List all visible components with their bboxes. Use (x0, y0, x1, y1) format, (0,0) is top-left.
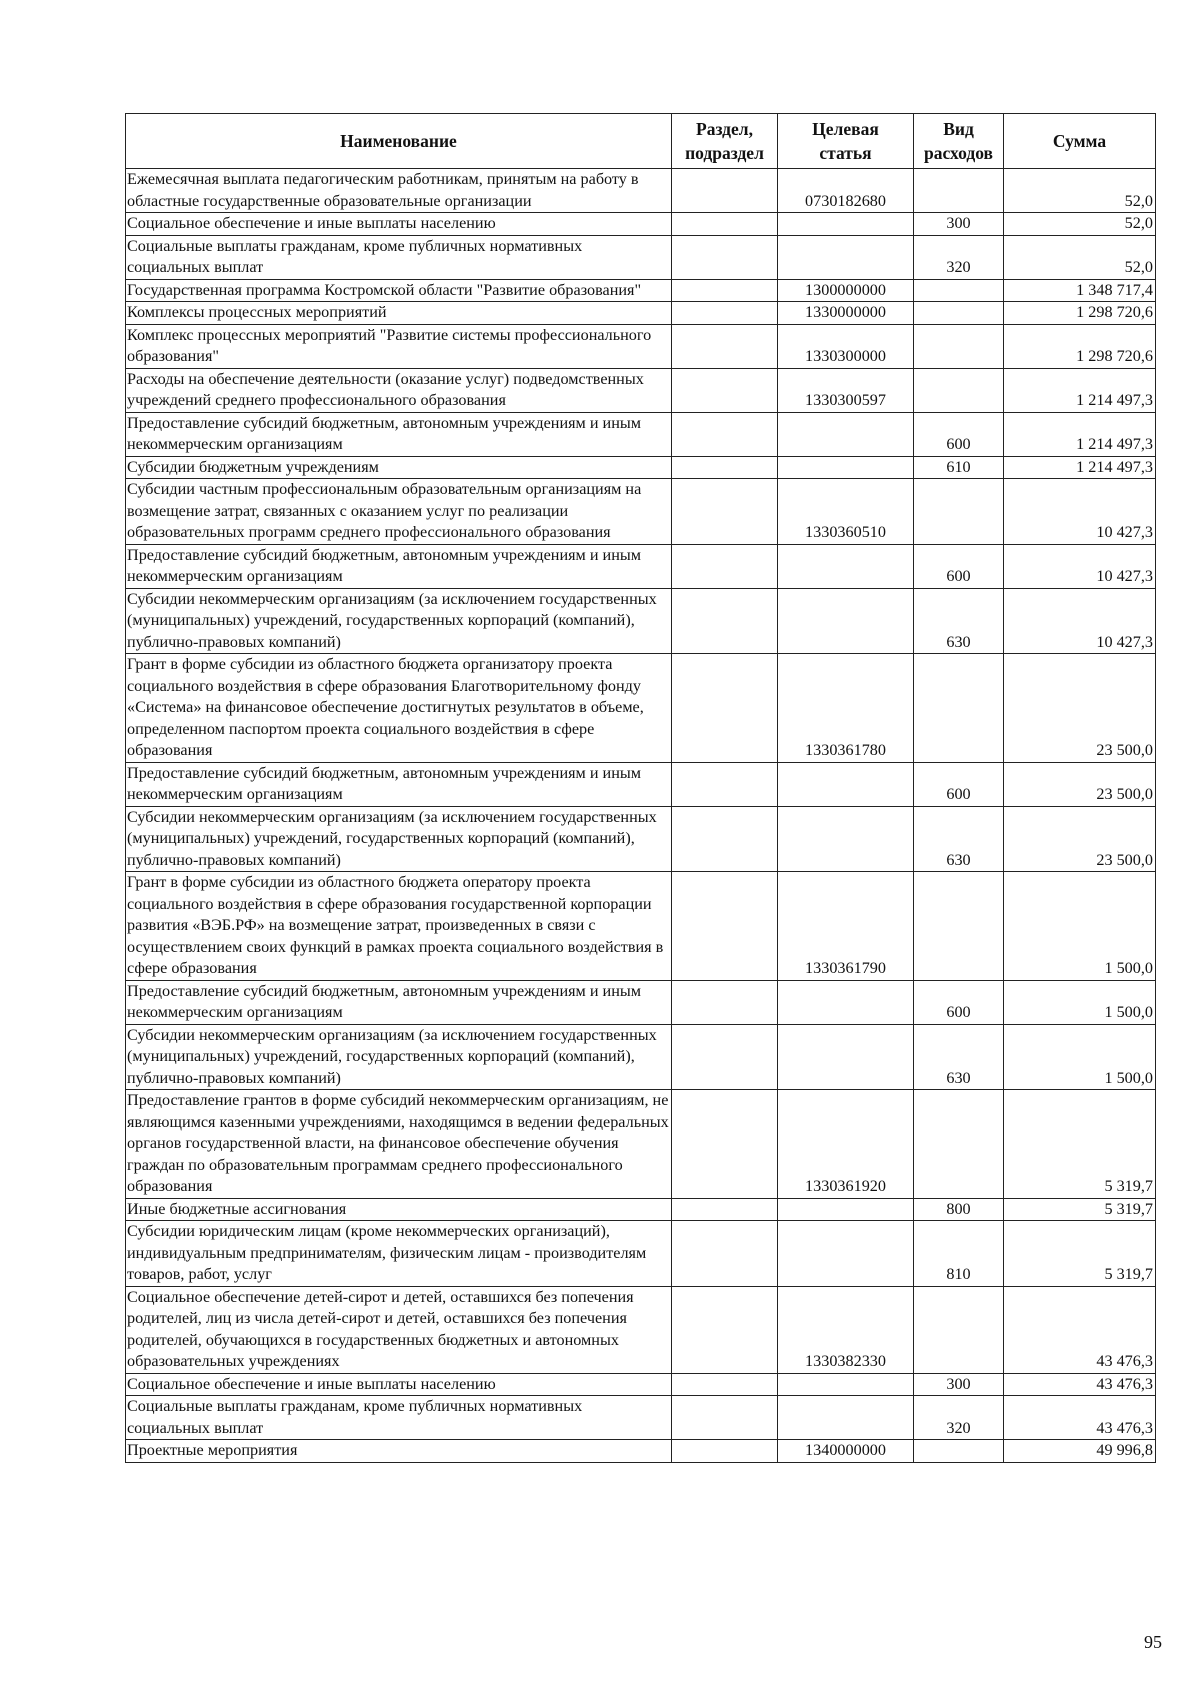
header-name: Наименование (126, 114, 672, 169)
cell-name: Социальное обеспечение и иные выплаты населению (126, 213, 672, 236)
cell-section (672, 1286, 778, 1373)
table-row (126, 368, 1156, 412)
cell-kind: 630 (914, 1024, 1004, 1090)
cell-sum: 43 476,3 (1004, 1373, 1156, 1396)
cell-target: 1330000000 (778, 302, 914, 325)
cell-kind: 320 (914, 235, 1004, 279)
table-header (126, 114, 1156, 169)
header-section: Раздел, подраздел (672, 114, 778, 169)
cell-sum: 5 319,7 (1004, 1090, 1156, 1199)
cell-section (672, 1396, 778, 1440)
cell-sum: 49 996,8 (1004, 1440, 1156, 1463)
table-row (126, 412, 1156, 456)
cell-name: Грант в форме субсидии из областного бюджета оператору проекта социального воздействия в сфере образования государственной корпорации развития «ВЭБ.РФ» на возмещение затрат, произведенных в связи с осуществлением своих функций в рамках проекта социального воздействия в сфере образования (126, 872, 672, 981)
cell-target (778, 1198, 914, 1221)
cell-kind (914, 368, 1004, 412)
cell-sum: 1 298 720,6 (1004, 302, 1156, 325)
cell-section (672, 412, 778, 456)
cell-name: Иные бюджетные ассигнования (126, 1198, 672, 1221)
cell-section (672, 302, 778, 325)
cell-section (672, 213, 778, 236)
cell-sum: 10 427,3 (1004, 544, 1156, 588)
cell-section (672, 368, 778, 412)
cell-name: Комплекс процессных мероприятий "Развитие системы профессионального образования" (126, 324, 672, 368)
cell-name: Предоставление субсидий бюджетным, автономным учреждениям и иным некоммерческим организациям (126, 762, 672, 806)
cell-sum: 1 214 497,3 (1004, 412, 1156, 456)
cell-kind: 800 (914, 1198, 1004, 1221)
cell-name: Субсидии некоммерческим организациям (за исключением государственных (муниципальных) учреждений, государственных корпораций (компаний), публично-правовых компаний) (126, 806, 672, 872)
cell-kind (914, 169, 1004, 213)
header-sum: Сумма (1004, 114, 1156, 169)
table-row (126, 324, 1156, 368)
cell-kind (914, 302, 1004, 325)
cell-sum: 1 298 720,6 (1004, 324, 1156, 368)
cell-section (672, 1440, 778, 1463)
cell-kind: 630 (914, 588, 1004, 654)
cell-section (672, 324, 778, 368)
cell-kind (914, 1440, 1004, 1463)
cell-name: Государственная программа Костромской области "Развитие образования" (126, 279, 672, 302)
cell-name: Субсидии юридическим лицам (кроме некоммерческих организаций), индивидуальным предпринимателям, физическим лицам - производителям товаров, работ, услуг (126, 1221, 672, 1287)
cell-name: Проектные мероприятия (126, 1440, 672, 1463)
cell-section (672, 806, 778, 872)
page-number: 95 (1144, 1632, 1162, 1652)
table-row (126, 1440, 1156, 1463)
cell-target (778, 235, 914, 279)
cell-target: 1330382330 (778, 1286, 914, 1373)
cell-name: Субсидии некоммерческим организациям (за исключением государственных (муниципальных) учреждений, государственных корпораций (компаний), публично-правовых компаний) (126, 588, 672, 654)
cell-sum: 52,0 (1004, 213, 1156, 236)
table-row (126, 302, 1156, 325)
cell-sum: 52,0 (1004, 169, 1156, 213)
cell-kind (914, 279, 1004, 302)
cell-section (672, 1024, 778, 1090)
cell-name: Субсидии некоммерческим организациям (за исключением государственных (муниципальных) учреждений, государственных корпораций (компаний), публично-правовых компаний) (126, 1024, 672, 1090)
cell-target (778, 1396, 914, 1440)
cell-name: Ежемесячная выплата педагогическим работникам, принятым на работу в областные государственные образовательные организации (126, 169, 672, 213)
cell-sum: 43 476,3 (1004, 1396, 1156, 1440)
cell-kind: 630 (914, 806, 1004, 872)
cell-target: 0730182680 (778, 169, 914, 213)
table-row (126, 479, 1156, 545)
cell-kind: 600 (914, 412, 1004, 456)
cell-target: 1330361780 (778, 654, 914, 763)
cell-section (672, 872, 778, 981)
cell-sum: 43 476,3 (1004, 1286, 1156, 1373)
cell-target: 1330361790 (778, 872, 914, 981)
table-row (126, 169, 1156, 213)
cell-target (778, 456, 914, 479)
cell-kind: 300 (914, 213, 1004, 236)
cell-target (778, 544, 914, 588)
cell-sum: 10 427,3 (1004, 479, 1156, 545)
cell-section (672, 1221, 778, 1287)
cell-name: Предоставление субсидий бюджетным, автономным учреждениям и иным некоммерческим организациям (126, 980, 672, 1024)
cell-section (672, 169, 778, 213)
cell-section (672, 980, 778, 1024)
cell-section (672, 762, 778, 806)
table-row (126, 980, 1156, 1024)
cell-target: 1300000000 (778, 279, 914, 302)
cell-sum: 23 500,0 (1004, 806, 1156, 872)
table-row (126, 1090, 1156, 1199)
cell-target: 1330361920 (778, 1090, 914, 1199)
table-row (126, 1286, 1156, 1373)
cell-target (778, 1373, 914, 1396)
table-row (126, 279, 1156, 302)
cell-kind: 600 (914, 980, 1004, 1024)
table-row (126, 1373, 1156, 1396)
cell-name: Социальные выплаты гражданам, кроме публичных нормативных социальных выплат (126, 235, 672, 279)
cell-sum: 1 214 497,3 (1004, 456, 1156, 479)
cell-sum: 1 500,0 (1004, 872, 1156, 981)
cell-sum: 1 348 717,4 (1004, 279, 1156, 302)
cell-sum: 1 500,0 (1004, 1024, 1156, 1090)
cell-sum: 52,0 (1004, 235, 1156, 279)
cell-target (778, 1221, 914, 1287)
cell-name: Грант в форме субсидии из областного бюджета организатору проекта социального воздействия в сфере образования Благотворительному фонду «Система» на финансовое обеспечение достигнутых результатов в объеме, определенном паспортом проекта социального воздействия в сфере образования (126, 654, 672, 763)
cell-target (778, 1024, 914, 1090)
budget-table (125, 113, 1156, 1463)
header-target: Целевая статья (778, 114, 914, 169)
cell-name: Предоставление субсидий бюджетным, автономным учреждениям и иным некоммерческим организациям (126, 412, 672, 456)
cell-kind (914, 1090, 1004, 1199)
cell-name: Социальное обеспечение детей-сирот и детей, оставшихся без попечения родителей, лиц из числа детей-сирот и детей, оставшихся без попечения родителей, обучающихся в государственных бюджетных и автономных образовательных учреждениях (126, 1286, 672, 1373)
table-row (126, 544, 1156, 588)
cell-target (778, 588, 914, 654)
cell-target: 1330300000 (778, 324, 914, 368)
cell-name: Социальное обеспечение и иные выплаты населению (126, 1373, 672, 1396)
cell-sum: 23 500,0 (1004, 654, 1156, 763)
table-row (126, 762, 1156, 806)
header-kind: Вид расходов (914, 114, 1004, 169)
cell-kind (914, 1286, 1004, 1373)
cell-section (672, 1090, 778, 1199)
cell-name: Комплексы процессных мероприятий (126, 302, 672, 325)
table-row (126, 235, 1156, 279)
cell-target (778, 806, 914, 872)
cell-section (672, 544, 778, 588)
table-body (126, 169, 1156, 1463)
cell-target: 1340000000 (778, 1440, 914, 1463)
cell-target: 1330360510 (778, 479, 914, 545)
cell-sum: 10 427,3 (1004, 588, 1156, 654)
cell-kind (914, 872, 1004, 981)
table-row (126, 456, 1156, 479)
cell-kind (914, 324, 1004, 368)
cell-section (672, 279, 778, 302)
table-row (126, 872, 1156, 981)
table-row (126, 1198, 1156, 1221)
cell-name: Расходы на обеспечение деятельности (оказание услуг) подведомственных учреждений среднего профессионального образования (126, 368, 672, 412)
table-row (126, 588, 1156, 654)
cell-section (672, 588, 778, 654)
cell-name: Предоставление грантов в форме субсидий некоммерческим организациям, не являющимся казенными учреждениями, находящимся в ведении федеральных органов государственной власти, на финансовое обеспечение обучения граждан по образовательным программам среднего профессионального образования (126, 1090, 672, 1199)
cell-target (778, 213, 914, 236)
cell-target: 1330300597 (778, 368, 914, 412)
cell-kind: 610 (914, 456, 1004, 479)
table-row (126, 213, 1156, 236)
cell-sum: 1 214 497,3 (1004, 368, 1156, 412)
cell-section (672, 235, 778, 279)
cell-kind (914, 479, 1004, 545)
cell-sum: 1 500,0 (1004, 980, 1156, 1024)
table-row (126, 1024, 1156, 1090)
cell-kind (914, 654, 1004, 763)
cell-name: Субсидии частным профессиональным образовательным организациям на возмещение затрат, связанных с оказанием услуг по реализации образовательных программ среднего профессионального образования (126, 479, 672, 545)
cell-kind: 600 (914, 762, 1004, 806)
table-row (126, 806, 1156, 872)
cell-section (672, 654, 778, 763)
cell-section (672, 1373, 778, 1396)
cell-target (778, 412, 914, 456)
cell-section (672, 1198, 778, 1221)
cell-sum: 5 319,7 (1004, 1221, 1156, 1287)
cell-target (778, 762, 914, 806)
cell-target (778, 980, 914, 1024)
cell-sum: 5 319,7 (1004, 1198, 1156, 1221)
cell-name: Предоставление субсидий бюджетным, автономным учреждениям и иным некоммерческим организациям (126, 544, 672, 588)
cell-section (672, 479, 778, 545)
cell-name: Субсидии бюджетным учреждениям (126, 456, 672, 479)
cell-section (672, 456, 778, 479)
table-row (126, 1221, 1156, 1287)
cell-name: Социальные выплаты гражданам, кроме публичных нормативных социальных выплат (126, 1396, 672, 1440)
cell-kind: 300 (914, 1373, 1004, 1396)
cell-kind: 600 (914, 544, 1004, 588)
table-row (126, 654, 1156, 763)
table-row (126, 1396, 1156, 1440)
cell-sum: 23 500,0 (1004, 762, 1156, 806)
cell-kind: 320 (914, 1396, 1004, 1440)
cell-kind: 810 (914, 1221, 1004, 1287)
